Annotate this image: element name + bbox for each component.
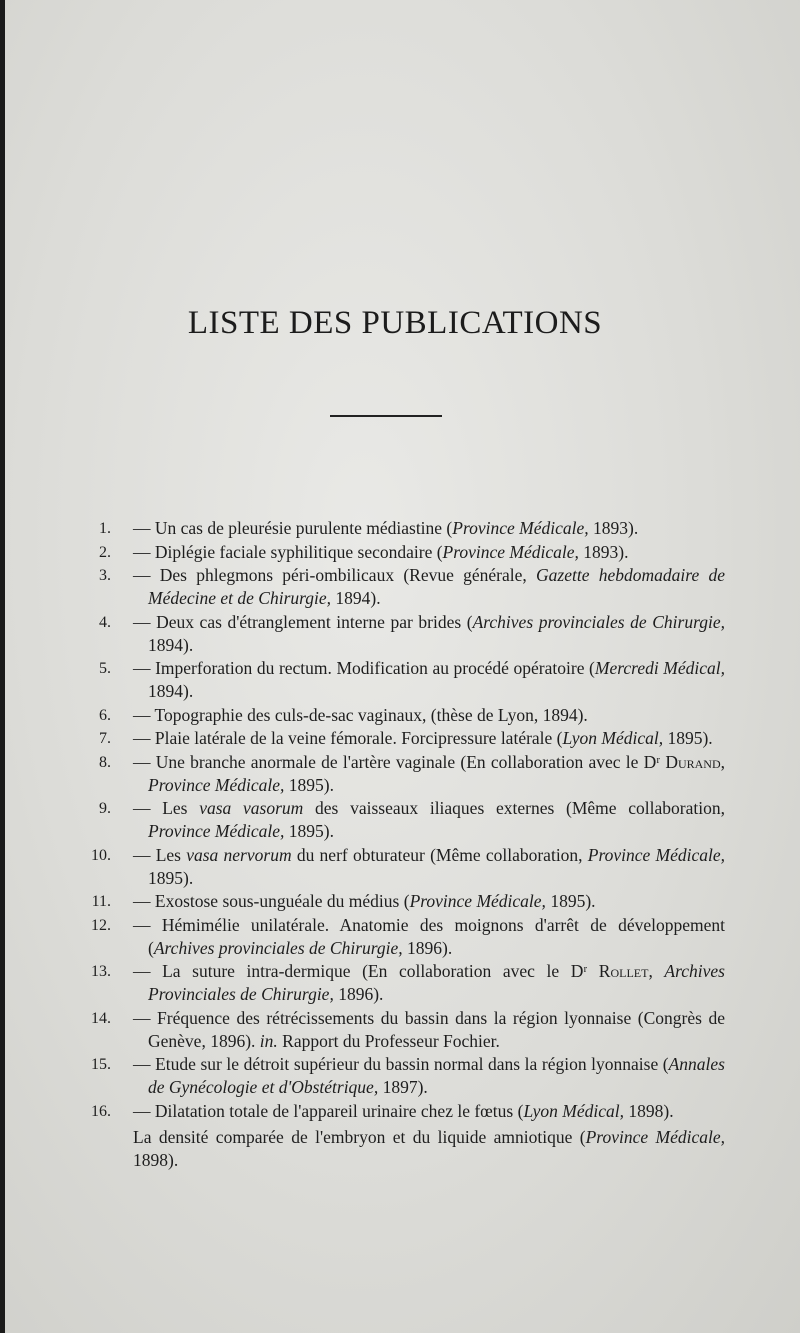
item-number: 14. (91, 1009, 111, 1027)
item-number: 16. (91, 1102, 111, 1120)
publication-item: 1. — Un cas de pleurésie purulente médiastine (Province Médicale, 1893). (5, 517, 800, 540)
publication-item: 8. — Une branche anormale de l'artère vaginale (En collaboration avec le Dʳ Durand, Province Médicale, 1895). (5, 751, 800, 797)
publication-item: 12. — Hémimélie unilatérale. Anatomie des moignons d'arrêt de développement (Archives provinciales de Chirurgie, 1896). (5, 914, 800, 960)
publication-item: 4. — Deux cas d'étranglement interne par brides (Archives provinciales de Chirurgie, 1894). (5, 611, 800, 657)
publication-item: 16. — Dilatation totale de l'appareil urinaire chez le fœtus (Lyon Médical, 1898). (5, 1100, 800, 1123)
publication-item: 10. — Les vasa nervorum du nerf obturateur (Même collaboration, Province Médicale, 1895). (5, 844, 800, 890)
item-number: 10. (91, 846, 111, 864)
item-number: 9. (99, 800, 111, 817)
author-name: Rollet (598, 961, 649, 981)
publication-item: 13. — La suture intra-dermique (En collaboration avec le Dʳ Rollet, Archives Provinciales de Chirurgie, 1896). (5, 960, 800, 1006)
item-number: 6. (99, 706, 111, 724)
publication-item: 3. — Des phlegmons péri-ombilicaux (Revue générale, Gazette hebdomadaire de Médecine et de Chirurgie, 1894). (5, 564, 800, 610)
document-page (5, 0, 800, 1333)
publication-item: 7. — Plaie latérale de la veine fémorale. Forcipressure latérale (Lyon Médical, 1895). (5, 727, 800, 750)
publication-item: 5. — Imperforation du rectum. Modification au procédé opératoire (Mercredi Médical, 1894). (5, 657, 800, 703)
publication-item: 9. — Les vasa vasorum des vaisseaux iliaques externes (Même collaboration, Province Médicale, 1895). (5, 797, 800, 843)
publication-item: 15. — Etude sur le détroit supérieur du bassin normal dans la région lyonnaise (Annales de Gynécologie et d'Obstétrique, 1897). (5, 1053, 800, 1099)
item-number: 11. (91, 893, 111, 910)
publication-continuation: La densité comparée de l'embryon et du liquide amniotique (Province Médicale, 1898). (133, 1126, 725, 1170)
item-number: 8. (99, 753, 111, 771)
publication-item: 11. — Exostose sous-unguéale du médius (Province Médicale, 1895). (5, 890, 800, 913)
item-number: 5. (99, 660, 111, 677)
page-title: LISTE DES PUBLICATIONS (187, 305, 603, 341)
item-number: 1. (99, 520, 111, 537)
title-divider (330, 415, 442, 417)
publication-item: 14. — Fréquence des rétrécissements du bassin dans la région lyonnaise (Congrès de Genève, 1896). in. Rapport du Professeur Fochier. (5, 1007, 800, 1053)
publication-item: 2. — Diplégie faciale syphilitique secondaire (Province Médicale, 1893). (5, 541, 800, 564)
item-number: 2. (99, 543, 111, 561)
item-number: 15. (91, 1056, 111, 1073)
item-number: 7. (99, 730, 111, 747)
publication-item: 6. — Topographie des culs-de-sac vaginaux, (thèse de Lyon, 1894). (5, 704, 800, 727)
publication-list (5, 517, 800, 1172)
item-number: 13. (91, 963, 111, 980)
item-number: 4. (99, 613, 111, 631)
author-name: Durand (665, 751, 721, 772)
item-number: 3. (99, 567, 111, 584)
item-number: 12. (91, 916, 111, 934)
